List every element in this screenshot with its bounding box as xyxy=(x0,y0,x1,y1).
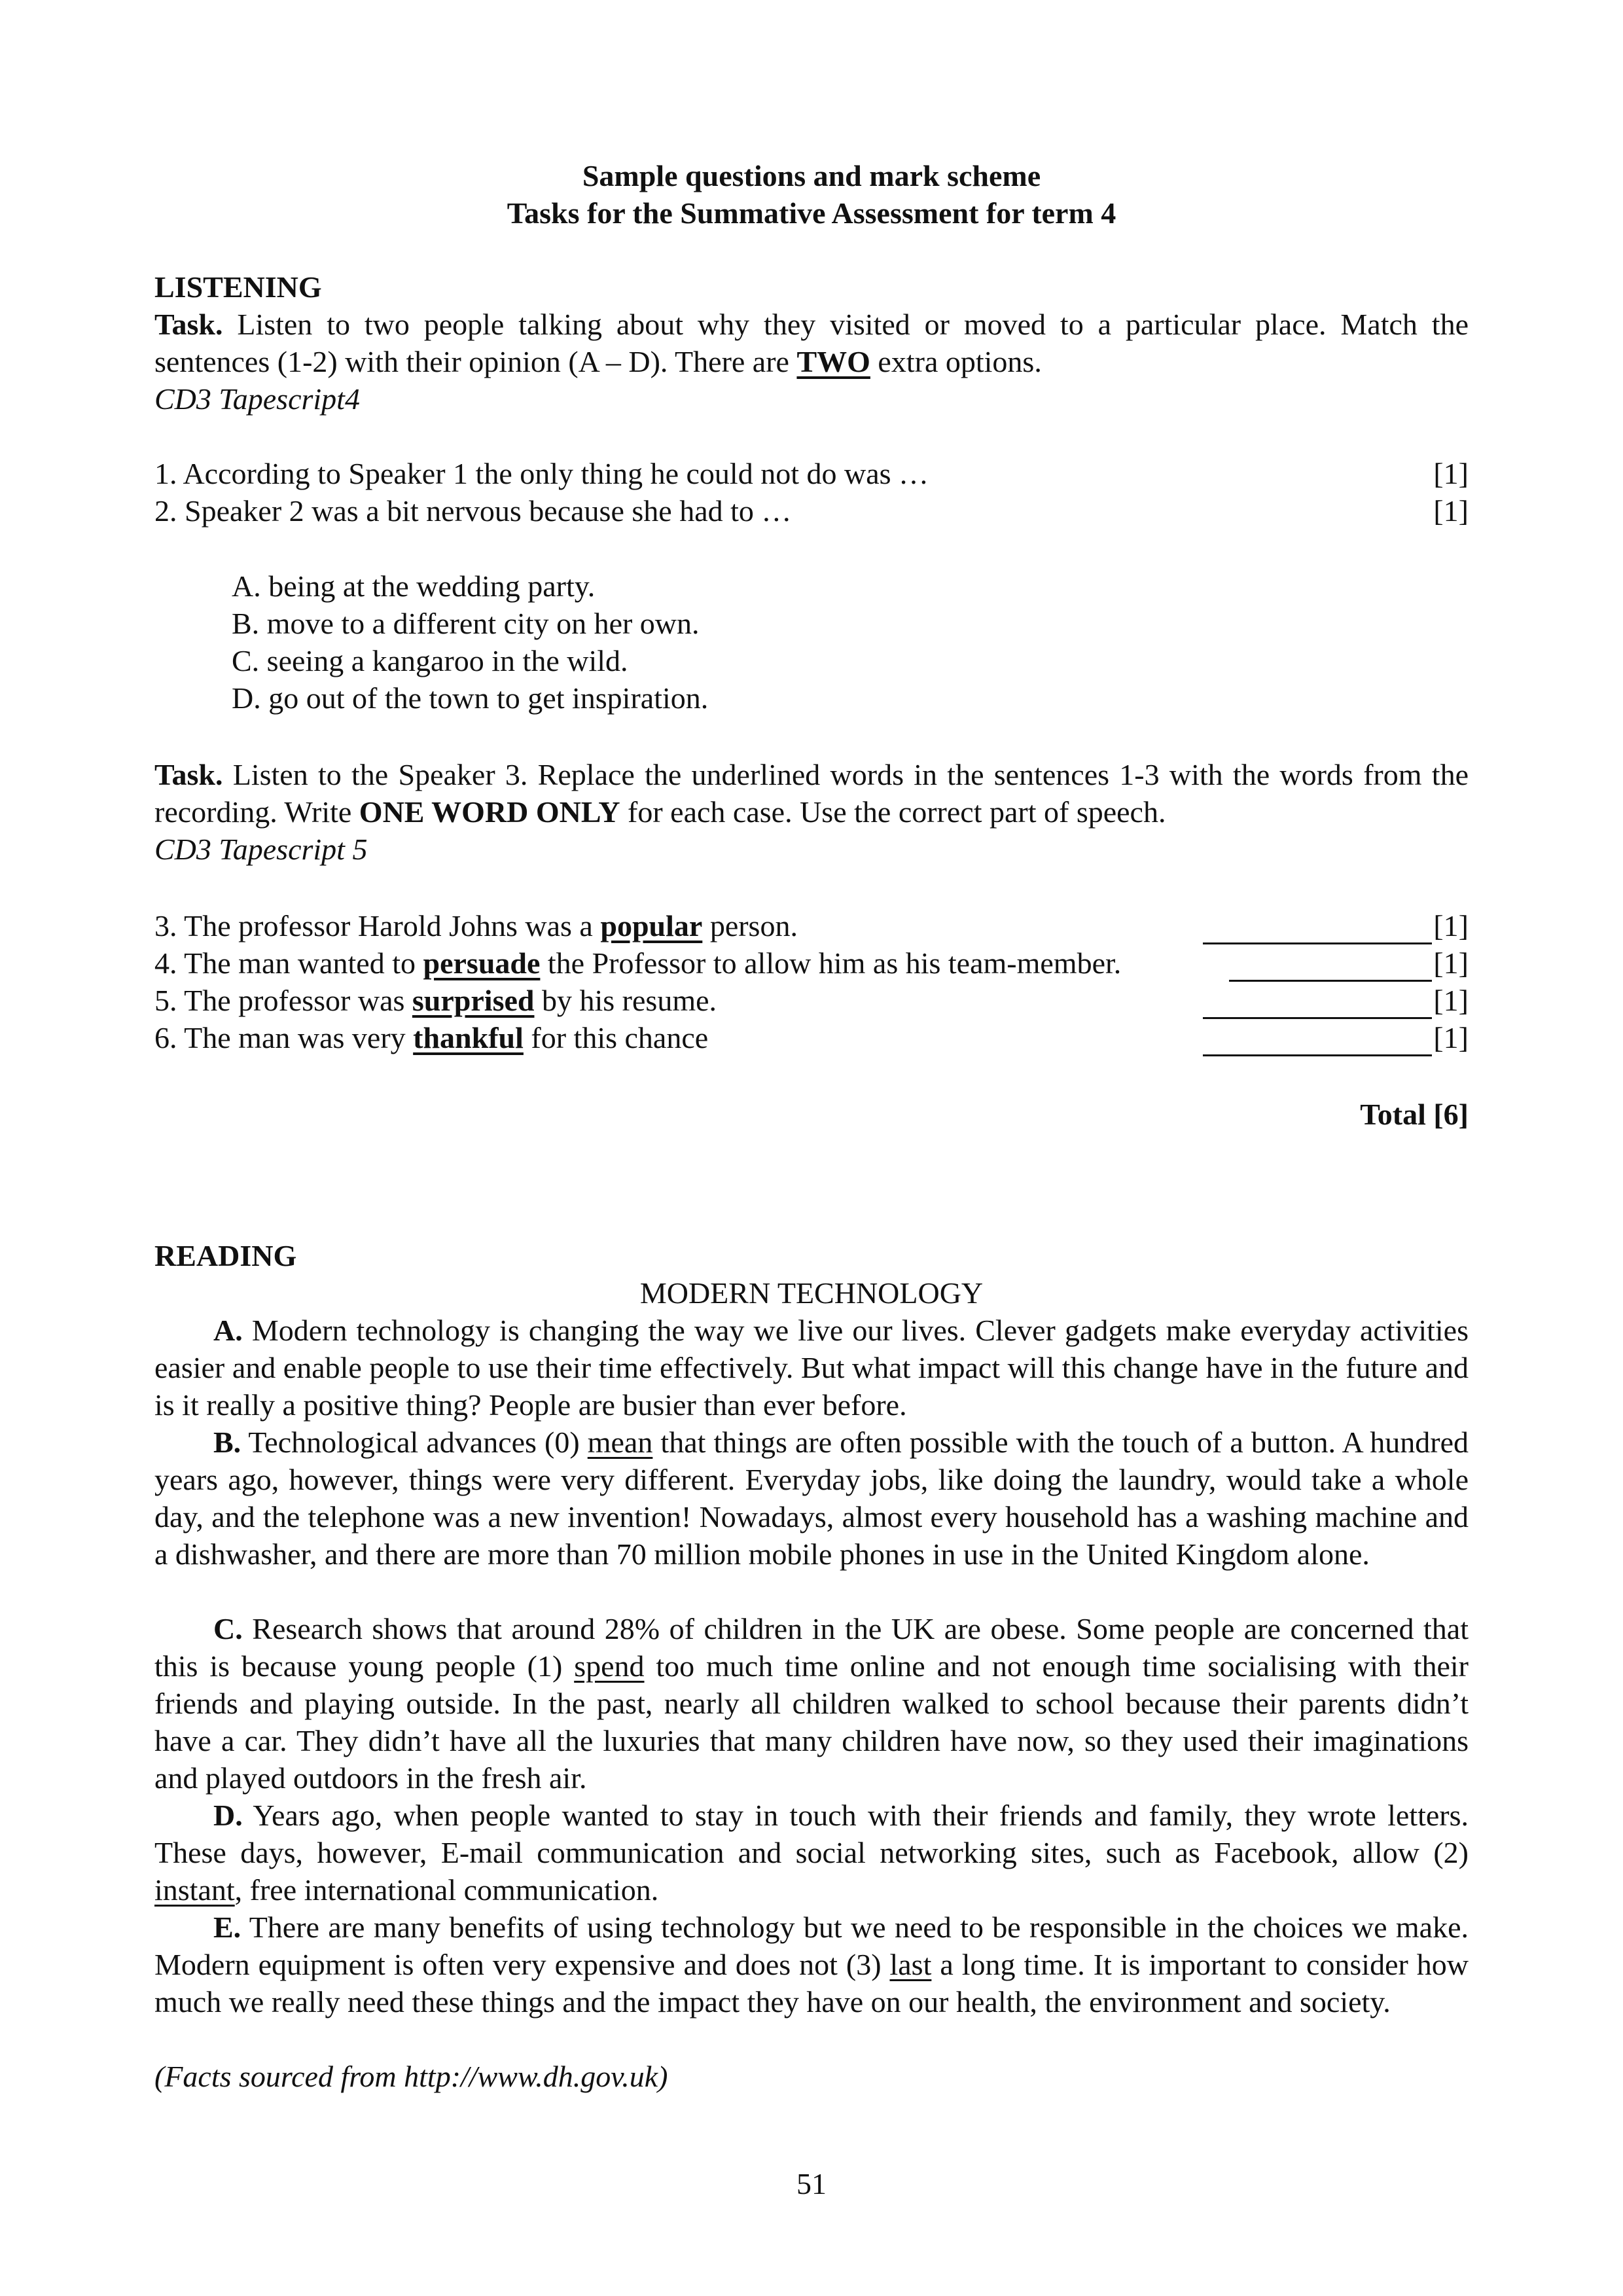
paragraph-d-word: instant xyxy=(154,1873,235,1907)
paragraph-e-word: last xyxy=(889,1948,932,1981)
source-note: (Facts sourced from http://www.dh.gov.uk) xyxy=(154,2060,668,2093)
paragraph-d-before: Years ago, when people wanted to stay in touch with their friends and family, they wrote letters. These days, however, E-mail communication and social networking sites, such as Facebook, allow (2) xyxy=(154,1799,1469,1869)
task2-text-after: for each case. Use the correct part of speech. xyxy=(620,795,1166,829)
question-3 xyxy=(154,907,1469,944)
page-subtitle: Tasks for the Summative Assessment for term 4 xyxy=(507,196,1116,230)
listening-heading: LISTENING xyxy=(154,270,322,304)
question-3-before: 3. The professor Harold Johns was a xyxy=(154,909,601,942)
paragraph-c-after: too much time online and not enough time socialising with their friends and playing outside. In the past, nearly all children walked to school because their parents didn’t have a car. They didn’t have all the luxuries that many children have now, so they used their imaginations and played outdoors in the fresh air. xyxy=(154,1649,1469,1795)
question-1-text: 1. According to Speaker 1 the only thing he could not do was … xyxy=(154,457,929,490)
question-5-before: 5. The professor was xyxy=(154,984,412,1017)
question-6-after: for this chance xyxy=(523,1021,709,1054)
question-6-word: thankful xyxy=(413,1021,524,1054)
article-title: MODERN TECHNOLOGY xyxy=(639,1276,984,1310)
question-5 xyxy=(154,982,1469,1019)
question-2-text: 2. Speaker 2 was a bit nervous because she had to … xyxy=(154,494,792,528)
task1-text-before: Listen to two people talking about why they visited or moved to a particular place. Match the sentences (1-2) with their opinion (A – D). There are xyxy=(154,308,1469,378)
paragraph-c xyxy=(154,1610,1469,1797)
task1-emphasis: TWO xyxy=(796,345,870,378)
paragraph-a-text: Modern technology is changing the way we live our lives. Clever gadgets make everyday activities easier and enable people to use their time effectively. But what impact will this change have in the future and is it really a positive thing? People are busier than ever before. xyxy=(154,1314,1469,1422)
paragraph-b-word: mean xyxy=(587,1426,653,1459)
task1-text-after: extra options. xyxy=(870,345,1042,378)
question-5-word: surprised xyxy=(412,984,535,1017)
answer-blank-3[interactable] xyxy=(1203,914,1432,944)
listening-task1-instructions xyxy=(154,306,1469,380)
option-c: C. seeing a kangaroo in the wild. xyxy=(232,644,628,677)
option-d: D. go out of the town to get inspiration. xyxy=(232,681,709,715)
task2-text-before: Listen to the Speaker 3. Replace the underlined words in the sentences 1-3 with the words from the recording. Write xyxy=(154,758,1469,829)
page-title: Sample questions and mark scheme xyxy=(582,159,1041,192)
paragraph-b-before: Technological advances (0) xyxy=(241,1426,588,1459)
question-4-before: 4. The man wanted to xyxy=(154,946,423,980)
task1-label: Task. xyxy=(154,308,223,341)
task2-emphasis: ONE WORD ONLY xyxy=(359,795,620,829)
question-4-after: the Professor to allow him as his team-member. xyxy=(540,946,1122,980)
listening-task2-instructions xyxy=(154,756,1469,831)
paragraph-e-before: There are many benefits of using technology but we need to be responsible in the choices we make. Modern equipment is often very expensive and does not (3) xyxy=(154,1910,1469,1981)
task1-source: CD3 Tapescript4 xyxy=(154,382,360,416)
task2-label: Task. xyxy=(154,758,223,791)
question-1-mark: [1] xyxy=(1433,457,1469,490)
question-2 xyxy=(154,492,1469,529)
question-3-after: person. xyxy=(702,909,798,942)
answer-blank-4[interactable] xyxy=(1229,951,1432,982)
paragraph-a-label: A. xyxy=(213,1314,243,1347)
paragraph-e-label: E. xyxy=(213,1910,241,1944)
paragraph-b xyxy=(154,1424,1469,1573)
question-6-mark: [1] xyxy=(1433,1021,1469,1054)
paragraph-e xyxy=(154,1909,1469,2020)
question-4-mark: [1] xyxy=(1433,946,1469,980)
paragraph-d xyxy=(154,1797,1469,1909)
paragraph-c-label: C. xyxy=(213,1612,243,1645)
question-1 xyxy=(154,455,1469,492)
paragraph-c-before: Research shows that around 28% of children in the UK are obese. Some people are concerned that this is because young people (1) xyxy=(154,1612,1469,1683)
paragraph-b-after: that things are often possible with the touch of a button. A hundred years ago, however, things were very different. Everyday jobs, like doing the laundry, would take a whole day, and the telephone was a new invention! Nowadays, almost every household has a washing machine and a dishwasher, and there are more than 70 million mobile phones in use in the United Kingdom alone. xyxy=(154,1426,1469,1571)
question-6 xyxy=(154,1019,1469,1056)
option-b: B. move to a different city on her own. xyxy=(232,607,700,640)
question-3-word: popular xyxy=(600,909,703,942)
question-5-after: by his resume. xyxy=(534,984,717,1017)
question-4-word: persuade xyxy=(423,946,541,980)
paragraph-e-after: a long time. It is important to consider how much we really need these things and the impact they have on our health, the environment and society. xyxy=(154,1948,1469,2018)
paragraph-d-label: D. xyxy=(213,1799,243,1832)
listening-total: Total [6] xyxy=(1360,1098,1469,1131)
option-a: A. being at the wedding party. xyxy=(232,569,596,603)
reading-heading: READING xyxy=(154,1239,297,1272)
answer-blank-5[interactable] xyxy=(1203,988,1432,1019)
paragraph-a xyxy=(154,1312,1469,1424)
page-number: 51 xyxy=(796,2167,827,2200)
answer-blank-6[interactable] xyxy=(1203,1026,1432,1056)
task2-source: CD3 Tapescript 5 xyxy=(154,833,368,866)
question-2-mark: [1] xyxy=(1433,494,1469,528)
paragraph-b-label: B. xyxy=(213,1426,241,1459)
paragraph-d-after: , free international communication. xyxy=(234,1873,659,1907)
paragraph-c-word: spend xyxy=(574,1649,645,1683)
question-5-mark: [1] xyxy=(1433,984,1469,1017)
question-6-before: 6. The man was very xyxy=(154,1021,414,1054)
question-3-mark: [1] xyxy=(1433,909,1469,942)
question-4 xyxy=(154,944,1469,982)
